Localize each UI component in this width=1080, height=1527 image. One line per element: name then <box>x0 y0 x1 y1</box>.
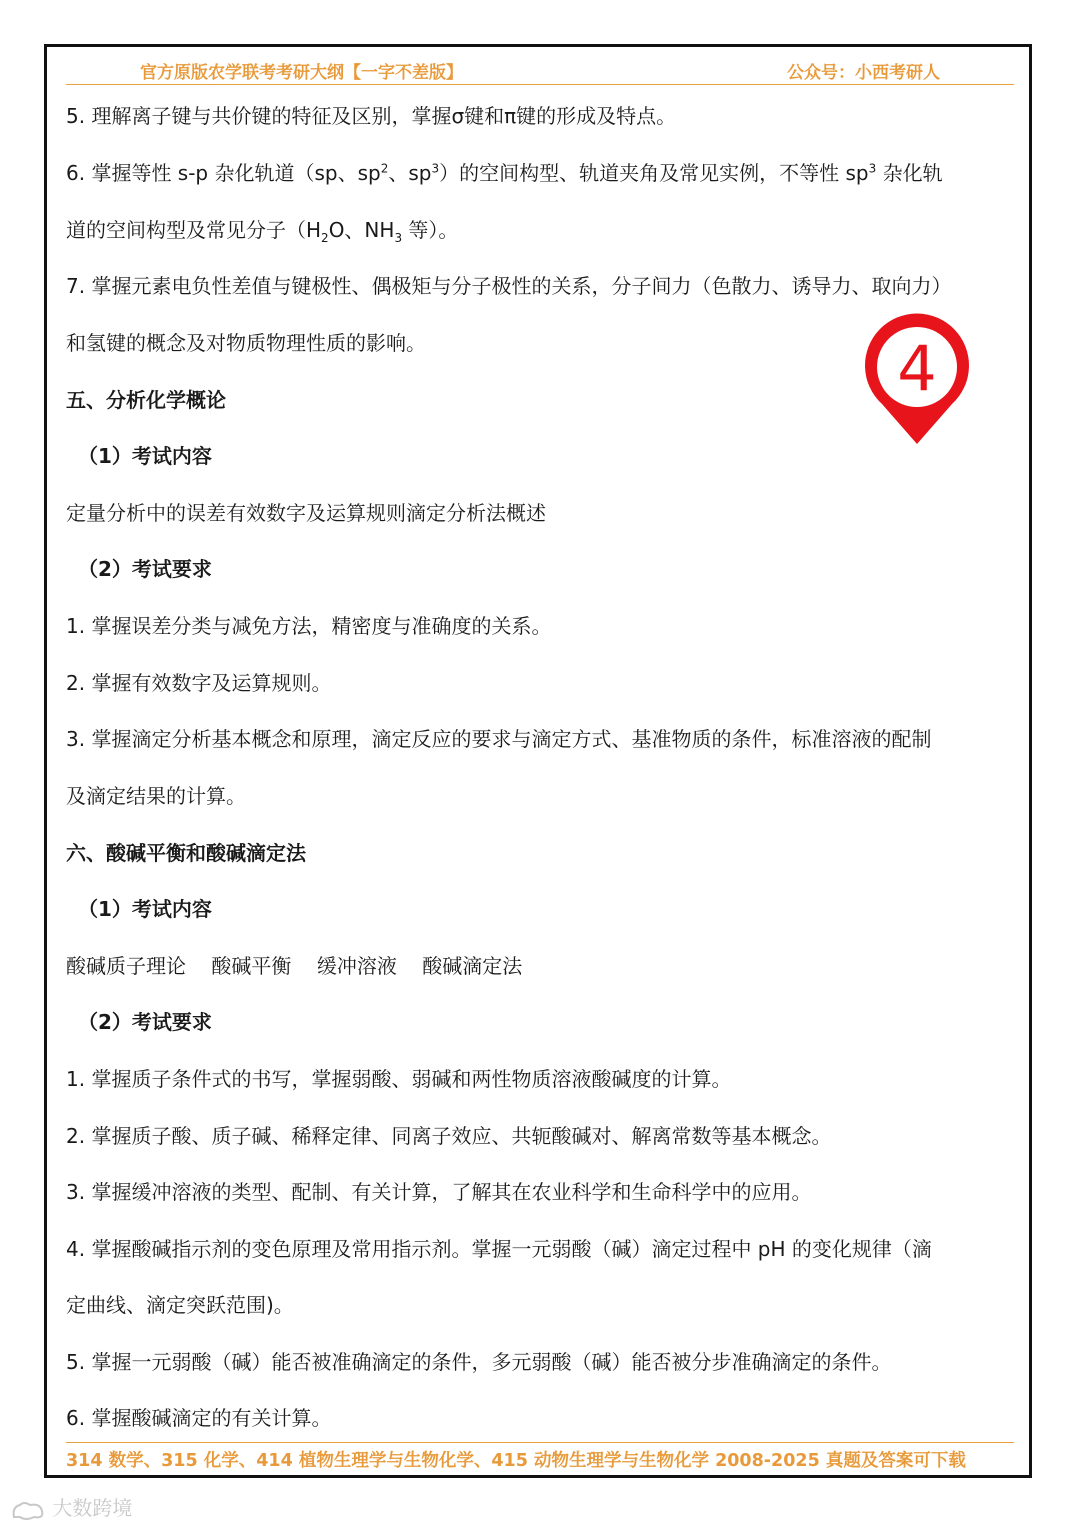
page-header <box>66 56 1014 85</box>
subsection-heading: （2）考试要求 <box>78 1010 212 1034</box>
map-pin-icon <box>862 312 972 451</box>
header-account: 公众号：小西考研人 <box>787 63 940 83</box>
text-line: 定曲线、滴定突跃范围)。 <box>66 1293 294 1317</box>
section-heading: 六、酸碱平衡和酸碱滴定法 <box>66 841 306 865</box>
text-line: 及滴定结果的计算。 <box>66 784 246 808</box>
marker-number: 4 <box>897 332 937 405</box>
subsection-heading: （1）考试内容 <box>78 897 212 921</box>
text-line: 5. 理解离子键与共价键的特征及区别，掌握σ键和π键的形成及特点。 <box>66 104 677 128</box>
brand-logo-icon <box>10 1499 46 1521</box>
text-line: 道的空间构型及常见分子（$H_2O$、$NH_3$ 等）。 <box>66 218 459 245</box>
text-line: 1. 掌握质子条件式的书写，掌握弱酸、弱碱和两性物质溶液酸碱度的计算。 <box>66 1067 732 1091</box>
page-footer <box>66 1442 1014 1472</box>
header-title: 官方原版农学联考考研大纲【一字不差版】 <box>140 63 463 83</box>
text-line: 6. 掌握酸碱滴定的有关计算。 <box>66 1406 332 1430</box>
text-line: 和氢键的概念及对物质物理性质的影响。 <box>66 331 426 355</box>
text-line: 3. 掌握滴定分析基本概念和原理，滴定反应的要求与滴定方式、基准物质的条件，标准溶液的配制 <box>66 727 932 751</box>
text-line: 1. 掌握误差分类与减免方法，精密度与准确度的关系。 <box>66 614 552 638</box>
text-line: 3. 掌握缓冲溶液的类型、配制、有关计算，了解其在农业科学和生命科学中的应用。 <box>66 1180 812 1204</box>
text-line: 5. 掌握一元弱酸（碱）能否被准确滴定的条件，多元弱酸（碱）能否被分步准确滴定的条件。 <box>66 1350 892 1374</box>
watermark-text: 大数跨境 <box>52 1496 133 1520</box>
text-line: 定量分析中的误差有效数字及运算规则滴定分析法概述 <box>66 501 546 525</box>
footer-text: 314 数学、315 化学、414 植物生理学与生物化学、415 动物生理学与生物化学 2008-2025 真题及答案可下载 <box>66 1451 966 1471</box>
text-line: 6. 掌握等性 s-p 杂化轨道（sp、$sp^2$、$sp^3$）的空间构型、轨道夹角及常见实例，不等性 $sp^3$ 杂化轨 <box>66 161 943 185</box>
section-heading: 五、分析化学概论 <box>66 388 226 412</box>
subsection-heading: （1）考试内容 <box>78 444 212 468</box>
text-line: 7. 掌握元素电负性差值与键极性、偶极矩与分子极性的关系，分子间力（色散力、诱导力、取向力） <box>66 274 952 298</box>
text-line: 4. 掌握酸碱指示剂的变色原理及常用指示剂。掌握一元弱酸（碱）滴定过程中 pH 的变化规律（滴 <box>66 1237 932 1261</box>
watermark <box>10 1492 132 1521</box>
subsection-heading: （2）考试要求 <box>78 557 212 581</box>
text-line: 2. 掌握质子酸、质子碱、稀释定律、同离子效应、共轭酸碱对、解离常数等基本概念。 <box>66 1124 832 1148</box>
text-line: 2. 掌握有效数字及运算规则。 <box>66 671 332 695</box>
text-line: 酸碱质子理论 酸碱平衡 缓冲溶液 酸碱滴定法 <box>66 954 523 978</box>
